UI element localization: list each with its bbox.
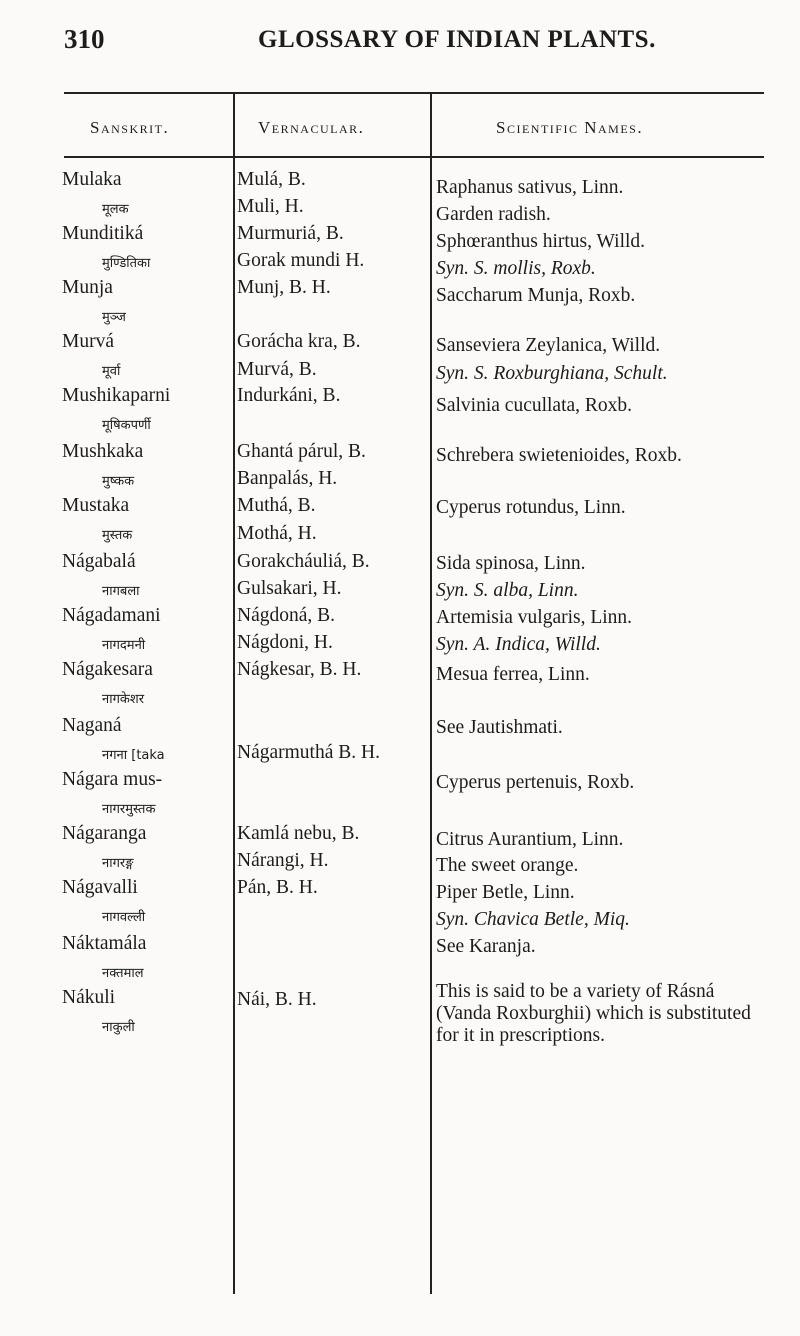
devanagari-script: मुस्तक	[102, 528, 133, 543]
devanagari-script: मूर्वा	[102, 364, 121, 379]
vernacular-name: Nágdoni, H.	[237, 632, 333, 653]
vernacular-name: Banpalás, H.	[237, 468, 338, 489]
column-divider-right	[430, 94, 432, 1294]
devanagari-script: नागबला	[102, 584, 140, 599]
vernacular-name: Nái, B. H.	[237, 989, 317, 1010]
scientific-name: Saccharum Munja, Roxb.	[436, 285, 636, 306]
devanagari-script: मुञ्ज	[102, 310, 126, 325]
scientific-name: Sphœranthus hirtus, Willd.	[436, 231, 646, 252]
devanagari-script: नागवल्ली	[102, 910, 146, 925]
sanskrit-name: Munditiká	[62, 223, 144, 244]
vernacular-name: Kamlá nebu, B.	[237, 823, 360, 844]
vernacular-name: Muthá, B.	[237, 495, 316, 516]
vernacular-name: Pán, B. H.	[237, 877, 318, 898]
common-name: Garden radish.	[436, 204, 551, 225]
vernacular-name: Mothá, H.	[237, 523, 317, 544]
cross-reference: See Karanja.	[436, 936, 536, 957]
scientific-name: Sanseviera Zeylanica, Willd.	[436, 335, 661, 356]
synonym: Syn. Chavica Betle, Miq.	[436, 909, 630, 930]
scientific-name: Mesua ferrea, Linn.	[436, 664, 590, 685]
sanskrit-name: Mustaka	[62, 495, 130, 516]
sanskrit-name: Nágavalli	[62, 877, 138, 898]
synonym: Syn. S. alba, Linn.	[436, 580, 579, 601]
vernacular-name: Mulá, B.	[237, 169, 306, 190]
vernacular-name: Indurkáni, B.	[237, 385, 341, 406]
devanagari-script: मूलक	[102, 202, 129, 217]
header-scientific: Scientific Names.	[496, 118, 644, 137]
devanagari-script: मुष्कक	[102, 474, 135, 489]
devanagari-script: मुण्डितिका	[102, 256, 151, 271]
header-sanskrit: Sanskrit.	[90, 118, 170, 137]
sanskrit-name: Náktamála	[62, 933, 147, 954]
header-rule	[64, 156, 764, 158]
page-number: 310	[64, 24, 105, 54]
scientific-name: Raphanus sativus, Linn.	[436, 177, 624, 198]
sanskrit-name: Nágaranga	[62, 823, 147, 844]
sanskrit-name: Nákuli	[62, 987, 116, 1008]
vernacular-name: Nágdoná, B.	[237, 605, 336, 626]
vernacular-name: Gulsakari, H.	[237, 578, 342, 599]
devanagari-script: नक्तमाल	[102, 966, 144, 981]
vernacular-name: Gorácha kra, B.	[237, 331, 361, 352]
devanagari-script: नाकुली	[102, 1020, 135, 1035]
sanskrit-name: Munja	[62, 277, 113, 298]
vernacular-name: Nágarmuthá B. H.	[237, 742, 380, 763]
top-rule	[64, 92, 764, 94]
sanskrit-name: Mushikaparni	[62, 385, 171, 406]
vernacular-name: Murmuriá, B.	[237, 223, 344, 244]
scientific-name: Citrus Aurantium, Linn.	[436, 829, 624, 850]
common-name: The sweet orange.	[436, 855, 579, 876]
scientific-name: Artemisia vulgaris, Linn.	[436, 607, 633, 628]
sanskrit-name: Murvá	[62, 331, 114, 352]
scientific-name: Schrebera swietenioides, Roxb.	[436, 445, 682, 466]
sanskrit-name: Nágabalá	[62, 551, 136, 572]
vernacular-name: Ghantá párul, B.	[237, 441, 366, 462]
devanagari-script: मूषिकपर्णी	[102, 418, 151, 433]
vernacular-name: Muli, H.	[237, 196, 304, 217]
scientific-name: Sida spinosa, Linn.	[436, 553, 586, 574]
sanskrit-name: Naganá	[62, 715, 122, 736]
devanagari-script: नागरङ्ग	[102, 856, 134, 871]
synonym: Syn. A. Indica, Willd.	[436, 634, 601, 655]
column-divider-left	[233, 94, 235, 1294]
vernacular-name: Nágkesar, B. H.	[237, 659, 362, 680]
scientific-name: Cyperus pertenuis, Roxb.	[436, 772, 635, 793]
devanagari-script: नागदमनी	[102, 638, 146, 653]
devanagari-script: नागकेशर	[102, 692, 145, 707]
note: This is said to be a variety of Rásná (Vanda Roxburghii) which is substituted for it in prescriptions.	[436, 981, 751, 1046]
running-title: GLOSSARY OF INDIAN PLANTS.	[258, 26, 656, 53]
synonym: Syn. S. Roxburghiana, Schult.	[436, 363, 668, 384]
devanagari-script: नगना [taka	[102, 748, 165, 763]
cross-reference: See Jautishmati.	[436, 717, 563, 738]
scientific-name: Cyperus rotundus, Linn.	[436, 497, 626, 518]
header-vernacular: Vernacular.	[258, 118, 365, 137]
sanskrit-name: Nágara mus-	[62, 769, 163, 790]
vernacular-name: Munj, B. H.	[237, 277, 331, 298]
sanskrit-name: Mulaka	[62, 169, 122, 190]
devanagari-script: नागरमुस्तक	[102, 802, 156, 817]
vernacular-name: Gorakcháuliá, B.	[237, 551, 370, 572]
sanskrit-name: Mushkaka	[62, 441, 144, 462]
vernacular-name: Murvá, B.	[237, 359, 317, 380]
vernacular-name: Gorak mundi H.	[237, 250, 365, 271]
vernacular-name: Nárangi, H.	[237, 850, 329, 871]
synonym: Syn. S. mollis, Roxb.	[436, 258, 596, 279]
scientific-name: Salvinia cucullata, Roxb.	[436, 395, 633, 416]
sanskrit-name: Nágadamani	[62, 605, 161, 626]
sanskrit-name: Nágakesara	[62, 659, 153, 680]
scientific-name: Piper Betle, Linn.	[436, 882, 575, 903]
